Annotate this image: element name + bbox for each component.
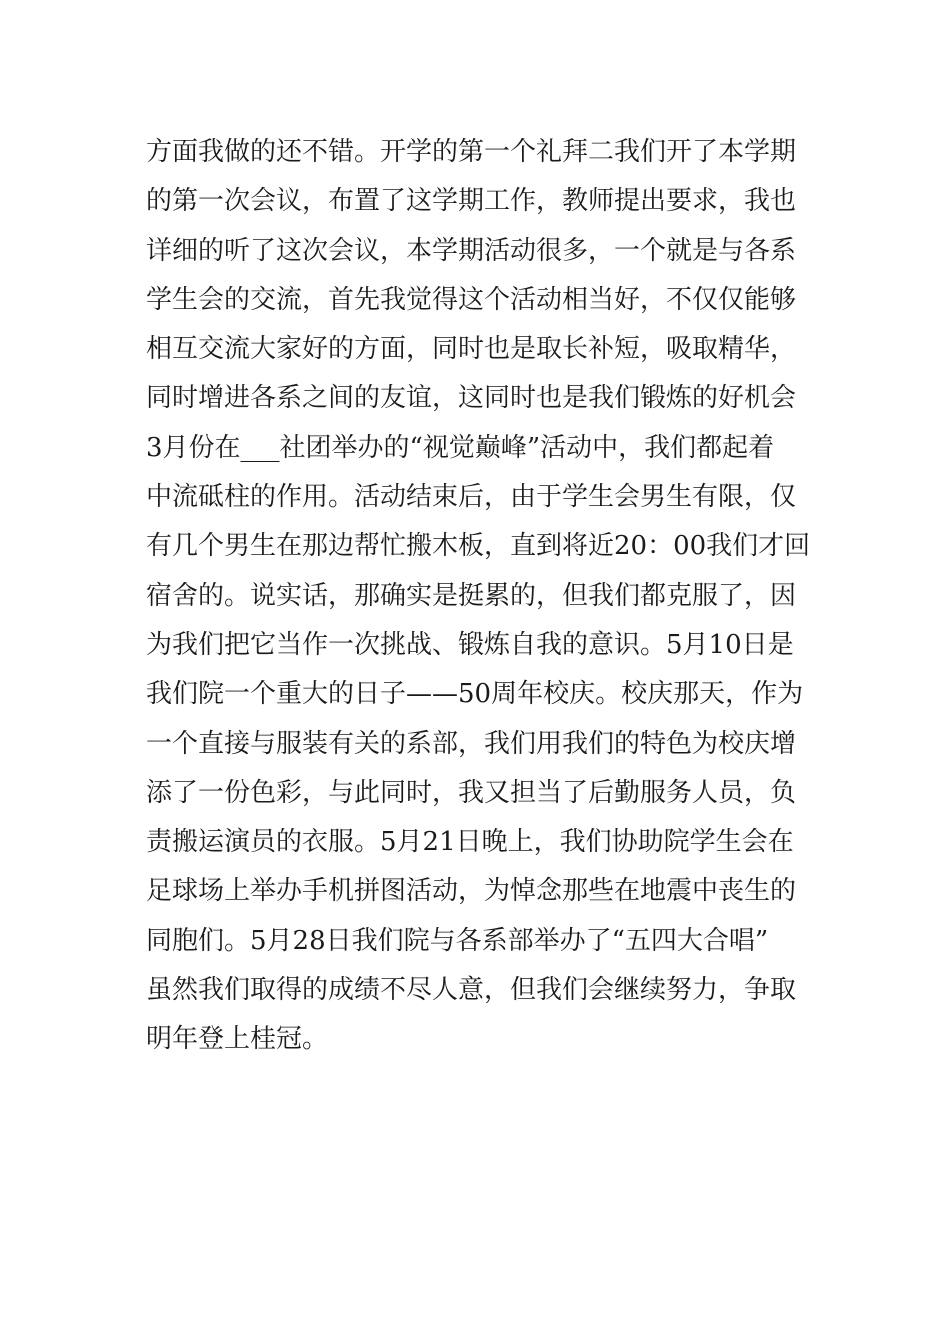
text-line: 详细的听了这次会议，本学期活动很多，一个就是与各系 <box>146 235 797 266</box>
text-line: 3月份在___社团举办的“视觉巅峰”活动中，我们都起着 <box>146 432 775 463</box>
text-line: 宿舍的。说实话，那确实是挺累的，但我们都克服了，因 <box>146 580 797 611</box>
text-line: 相互交流大家好的方面，同时也是取长补短，吸取精华， <box>146 334 797 365</box>
text-line: 的第一次会议，布置了这学期工作，教师提出要求，我也 <box>146 186 797 217</box>
text-line: 明年登上桂冠。 <box>146 1024 329 1055</box>
text-line: 一个直接与服装有关的系部，我们用我们的特色为校庆增 <box>146 728 797 759</box>
text-line: 同时增进各系之间的友谊，这同时也是我们锻炼的好机会 <box>146 383 797 414</box>
text-line: 虽然我们取得的成绩不尽人意，但我们会继续努力，争取 <box>146 975 797 1006</box>
text-line: 为我们把它当作一次挑战、锻炼自我的意识。5月10日是 <box>146 629 794 660</box>
body-text <box>146 128 826 1065</box>
text-line: 添了一份色彩，与此同时，我又担当了后勤服务人员，负 <box>146 777 797 808</box>
text-line: 同胞们。5月28日我们院与各系部举办了“五四大合唱” <box>146 925 769 956</box>
text-line: 中流砥柱的作用。活动结束后，由于学生会男生有限，仅 <box>146 482 797 513</box>
text-line: 方面我做的还不错。开学的第一个礼拜二我们开了本学期 <box>146 137 797 167</box>
text-line: 有几个男生在那边帮忙搬木板，直到将近20：00我们才回 <box>146 531 811 562</box>
text-line: 责搬运演员的衣服。5月21日晚上，我们协助院学生会在 <box>146 827 794 858</box>
text-line: 足球场上举办手机拼图活动，为悼念那些在地震中丧生的 <box>146 876 797 907</box>
text-line: 学生会的交流，首先我觉得这个活动相当好，不仅仅能够 <box>146 284 797 315</box>
text-line: 我们院一个重大的日子——50周年校庆。校庆那天，作为 <box>146 679 804 710</box>
